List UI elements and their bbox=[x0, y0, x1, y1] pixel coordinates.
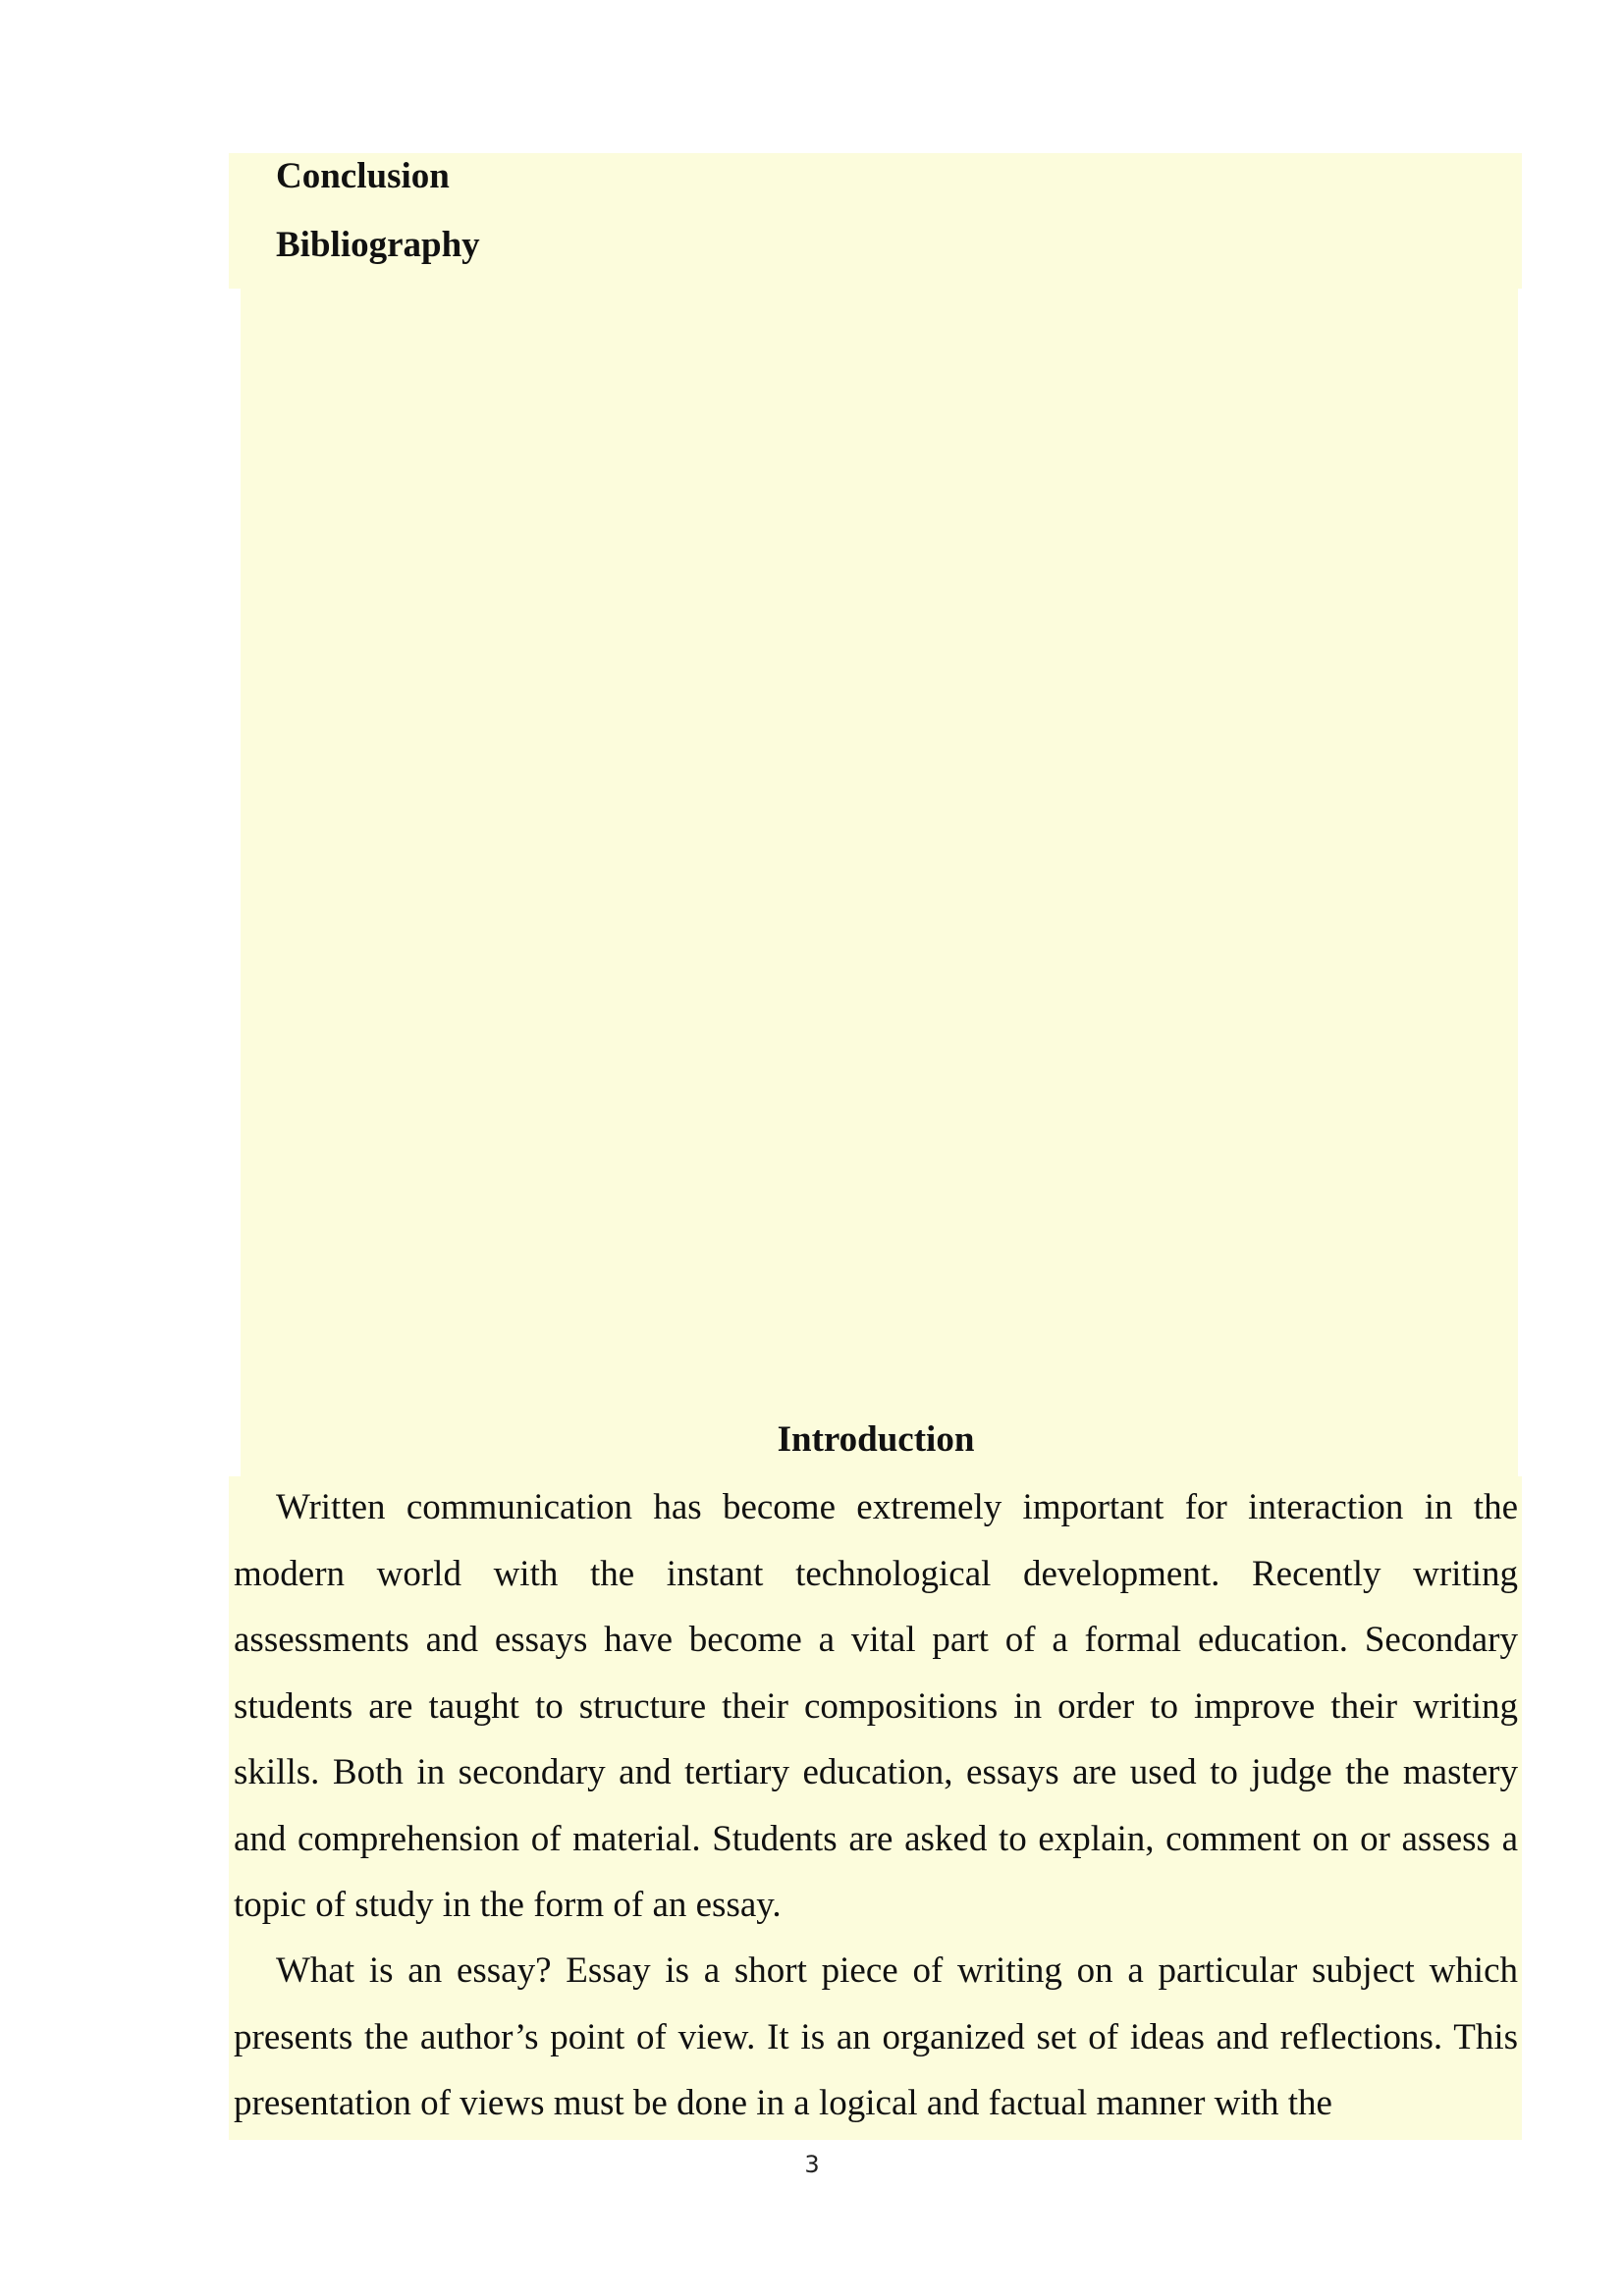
toc-item-conclusion: Conclusion bbox=[276, 156, 450, 196]
section-heading: Introduction bbox=[777, 1419, 975, 1460]
toc-item-bibliography: Bibliography bbox=[276, 225, 480, 265]
body-paragraph-2-container bbox=[234, 1938, 1518, 2137]
body-paragraph: What is an essay? Essay is a short piece of writing on a particular subject which presents the author’s point of view. It is an organized set of ideas and reflections. This presentation of views must be done in a logical and factual manner with the bbox=[234, 1950, 1518, 2123]
body-paragraph: Written communication has become extremely important for interaction in the modern world with the instant technological development. Recently writing assessments and essays have become a vital part of a formal education. Secondary students are taught to structure their compositions in order to improve their writing skills. Both in secondary and tertiary education, essays are used to judge the mastery and comprehension of material. Students are asked to explain, comment on or assess a topic of study in the form of an essay. bbox=[234, 1487, 1518, 1925]
highlight-block-middle bbox=[241, 289, 1518, 1476]
body-paragraph-1-container bbox=[234, 1474, 1518, 1939]
page-number: 3 bbox=[804, 2151, 820, 2178]
